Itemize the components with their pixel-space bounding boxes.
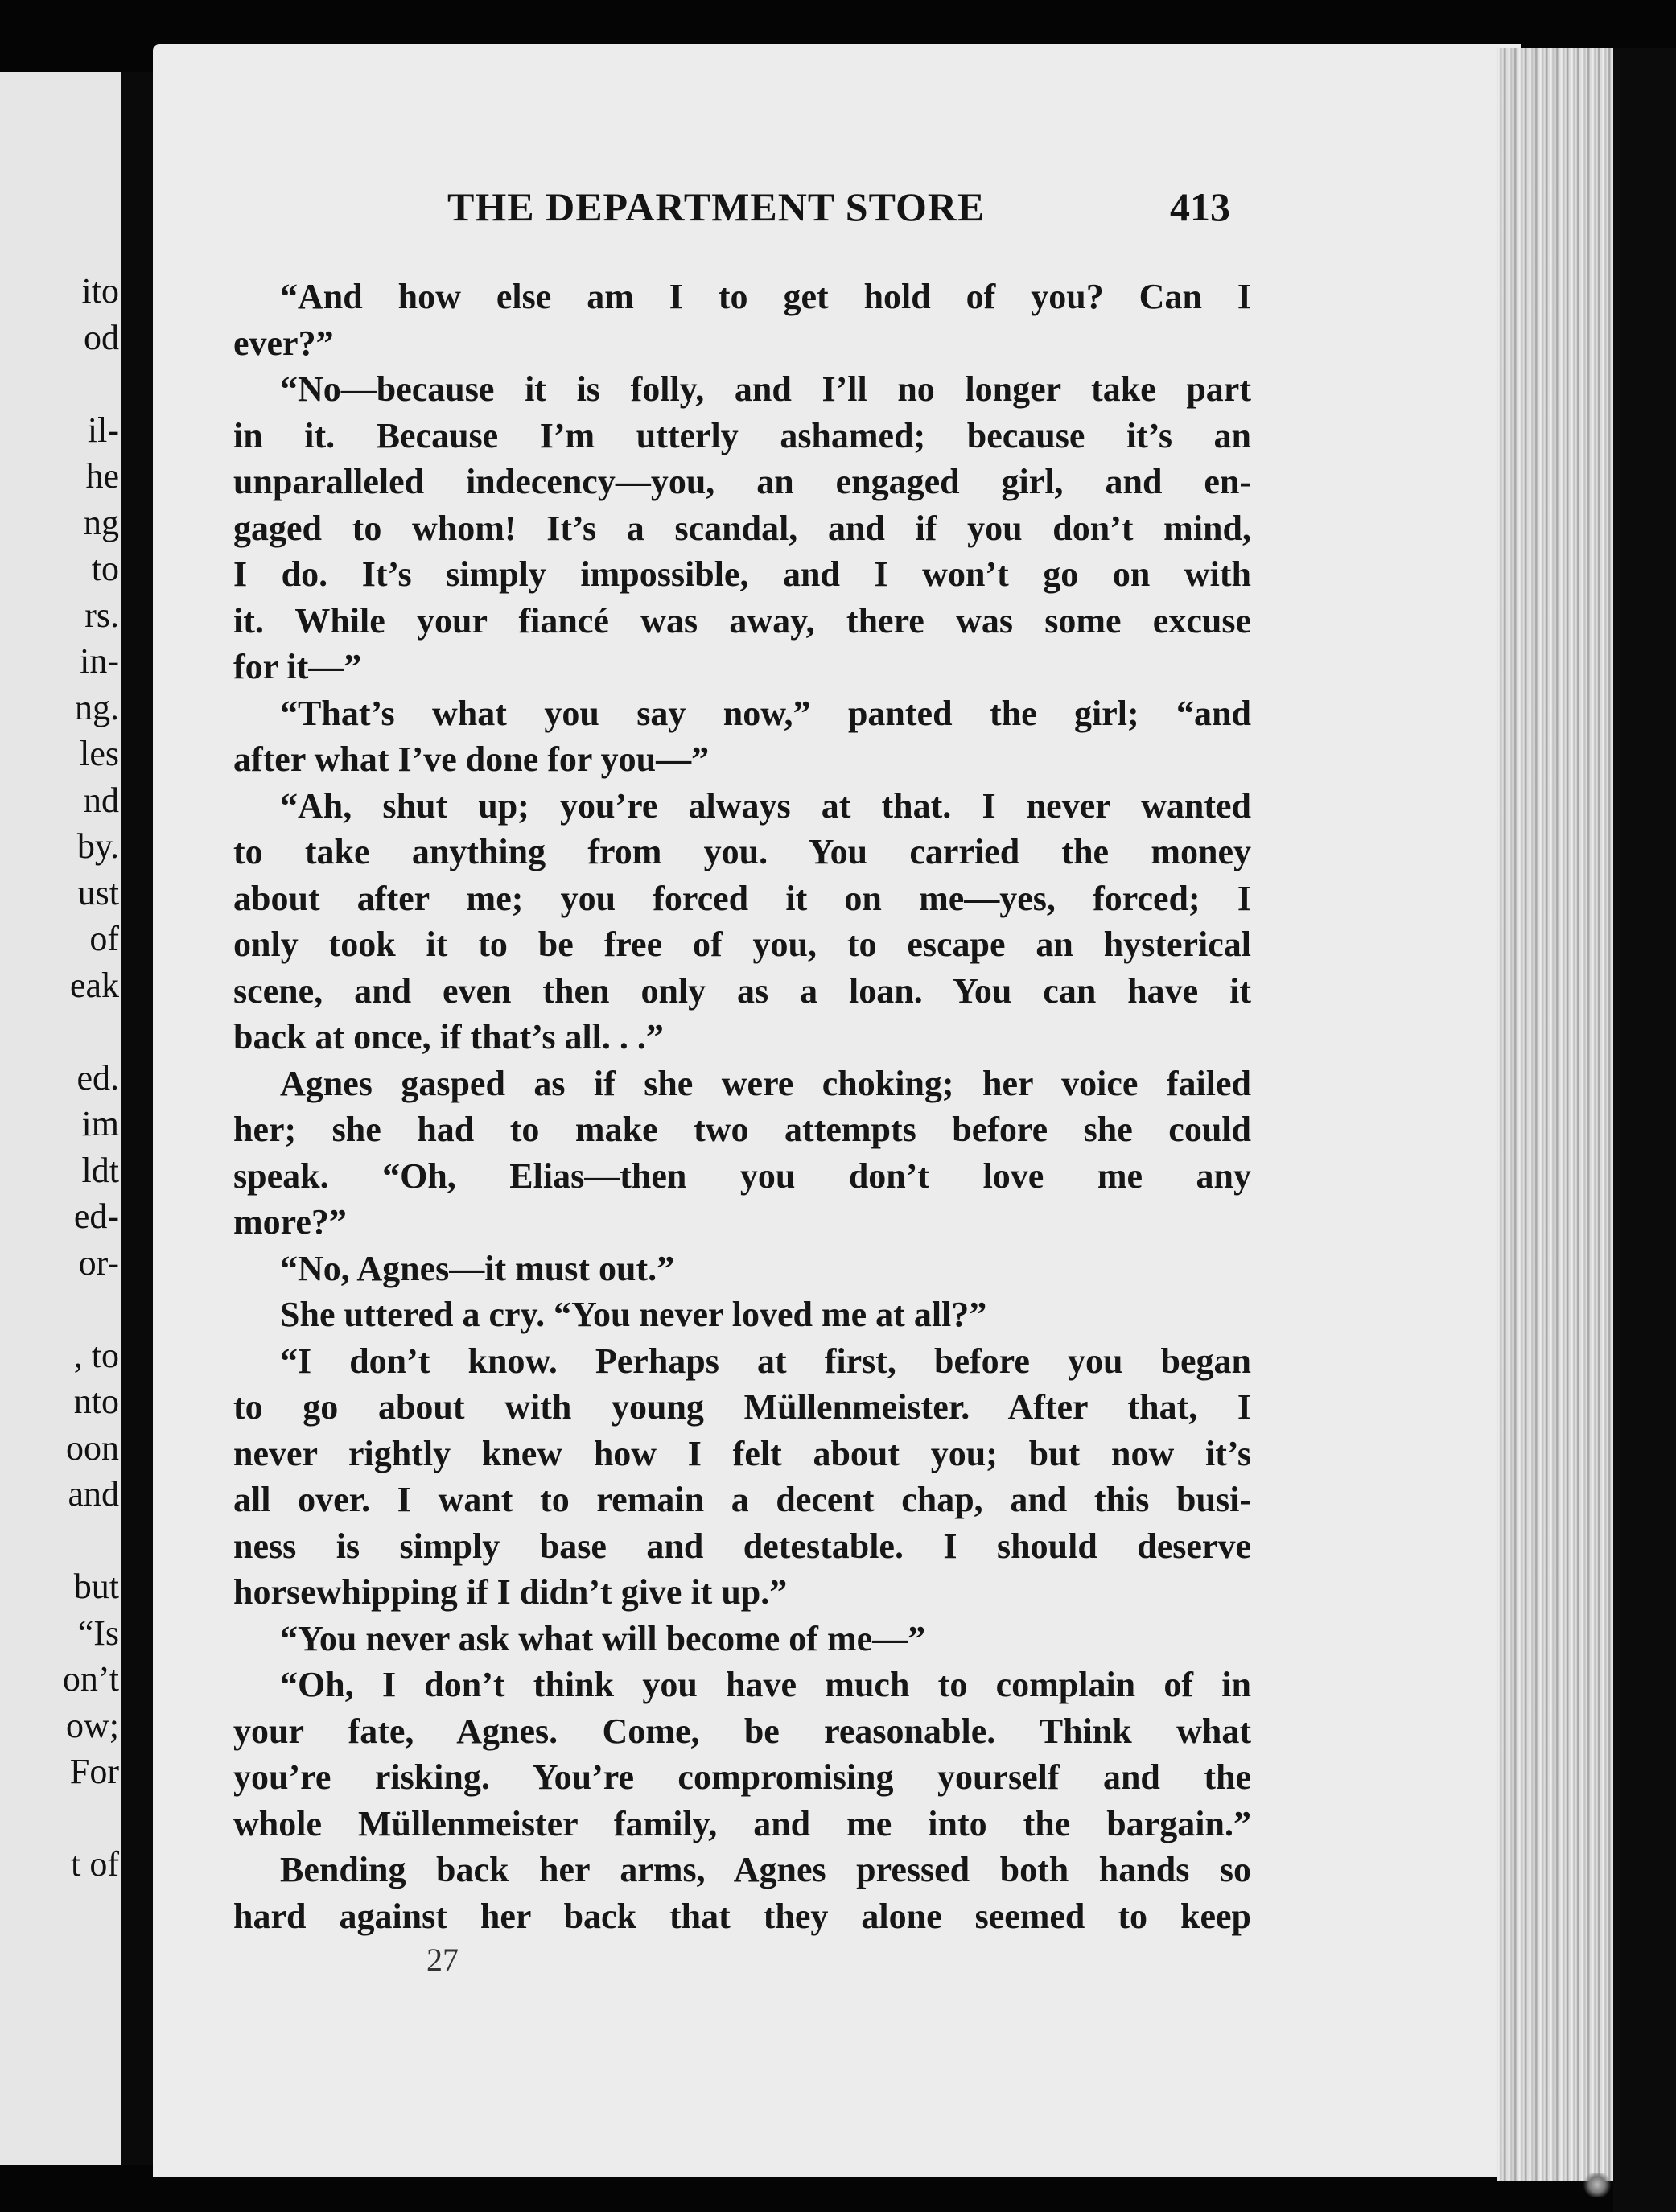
text-line: it. While your fiancé was away, there was some excuse [233, 600, 1251, 641]
dark-border [1613, 48, 1676, 2212]
text-line: hard against her back that they alone seemed to keep [233, 1896, 1251, 1936]
text-line: “That’s what you say now,” panted the girl; “and [280, 693, 1251, 733]
left-page-fragment: by. [76, 826, 119, 866]
signature-mark: 27 [426, 1942, 459, 1978]
left-page-fragment: ng [84, 502, 119, 542]
left-page-fragment: he [85, 456, 119, 496]
book-gutter [121, 72, 153, 2165]
left-page-fragment: t of [71, 1844, 119, 1884]
text-line: back at once, if that’s all. . .” [233, 1017, 664, 1057]
left-page-fragment: of [89, 919, 119, 958]
left-page-fragment: “Is [77, 1613, 119, 1653]
text-line: never rightly knew how I felt about you; but now it’s [233, 1433, 1251, 1473]
text-line: all over. I want to remain a decent chap, and this busi- [233, 1480, 1251, 1519]
text-line: to go about with young Müllenmeister. After that, I [233, 1387, 1251, 1427]
text-line: to take anything from you. You carried the money [233, 832, 1251, 871]
text-line: only took it to be free of you, to escape an hysterical [233, 925, 1251, 964]
left-page-fragment: to [91, 549, 119, 588]
left-page-fragment: or- [78, 1242, 119, 1283]
left-page-fragment: ed- [73, 1197, 119, 1236]
left-page-fragment: ow; [66, 1705, 119, 1745]
left-page-fragment: oon [66, 1427, 119, 1468]
page-number: 413 [1170, 184, 1230, 229]
text-line: “Ah, shut up; you’re always at that. I never wanted [280, 785, 1251, 826]
left-page-fragment: nto [73, 1382, 119, 1421]
text-line: “Oh, I don’t think you have much to complain of in [280, 1665, 1251, 1704]
left-page-fragment: ust [77, 872, 119, 912]
page-edges [1497, 48, 1617, 2181]
left-page-fragment: ito [81, 271, 119, 311]
text-line: I do. It’s simply impossible, and I won’t go on with [233, 554, 1251, 594]
left-page-fragment: but [73, 1567, 119, 1606]
text-line: ness is simply base and detestable. I should deserve [233, 1526, 1251, 1566]
scan-artifact [1581, 2173, 1613, 2197]
text-line: “No, Agnes—it must out.” [280, 1248, 675, 1288]
text-line: scene, and even then only as a loan. You can have it [233, 970, 1251, 1011]
text-line: about after me; you forced it on me—yes, forced; I [233, 878, 1251, 918]
text-line: “No—because it is folly, and I’ll no longer take part [280, 369, 1251, 409]
text-line: ever?” [233, 323, 334, 363]
running-header: THE DEPARTMENT STORE [447, 184, 986, 229]
text-line: you’re risking. You’re compromising yourself and the [233, 1757, 1251, 1797]
text-line: for it—” [233, 647, 362, 686]
left-page-fragment: im [81, 1104, 119, 1143]
text-line: your fate, Agnes. Come, be reasonable. Think what [233, 1711, 1251, 1751]
left-page-fragment: rs. [84, 595, 119, 635]
left-page-fragment: ed. [76, 1057, 119, 1098]
left-page-fragment: les [80, 734, 119, 773]
text-line: horsewhipping if I didn’t give it up.” [233, 1572, 788, 1612]
body-text [233, 274, 1251, 1939]
left-page-fragment: and [68, 1474, 119, 1514]
text-line: “And how else am I to get hold of you? Can I [280, 277, 1251, 316]
text-line: more?” [233, 1202, 347, 1242]
text-line: “You never ask what will become of me—” [280, 1618, 926, 1658]
left-page-fragment: od [84, 317, 119, 357]
text-line: her; she had to make two attempts before she could [233, 1110, 1251, 1149]
text-line: gaged to whom! It’s a scandal, and if you don’t mind, [233, 508, 1251, 548]
left-page-fragment: For [69, 1752, 119, 1791]
text-line: “I don’t know. Perhaps at first, before you began [280, 1341, 1251, 1381]
left-page-fragment: nd [84, 780, 119, 820]
left-facing-page [0, 72, 121, 2165]
text-line: She uttered a cry. “You never loved me at all?” [280, 1295, 987, 1334]
left-page-fragment: ldt [81, 1150, 119, 1190]
left-page-fragment: ng. [75, 687, 119, 727]
text-line: Bending back her arms, Agnes pressed both hands so [280, 1850, 1251, 1889]
text-line: whole Müllenmeister family, and me into the bargain.” [233, 1803, 1251, 1843]
text-line: Agnes gasped as if she were choking; her voice failed [280, 1063, 1251, 1103]
left-page-fragment: eak [69, 965, 119, 1005]
text-line: in it. Because I’m utterly ashamed; because it’s an [233, 415, 1251, 455]
text-line: speak. “Oh, Elias—then you don’t love me any [233, 1155, 1251, 1196]
left-page-fragment: il- [87, 410, 119, 450]
left-page-fragment: in- [80, 641, 119, 681]
text-line: after what I’ve done for you—” [233, 739, 710, 779]
left-page-fragment: on’t [62, 1659, 119, 1699]
left-page-fragment: , to [73, 1335, 119, 1375]
text-line: unparalleled indecency—you, an engaged girl, and en- [233, 462, 1251, 501]
